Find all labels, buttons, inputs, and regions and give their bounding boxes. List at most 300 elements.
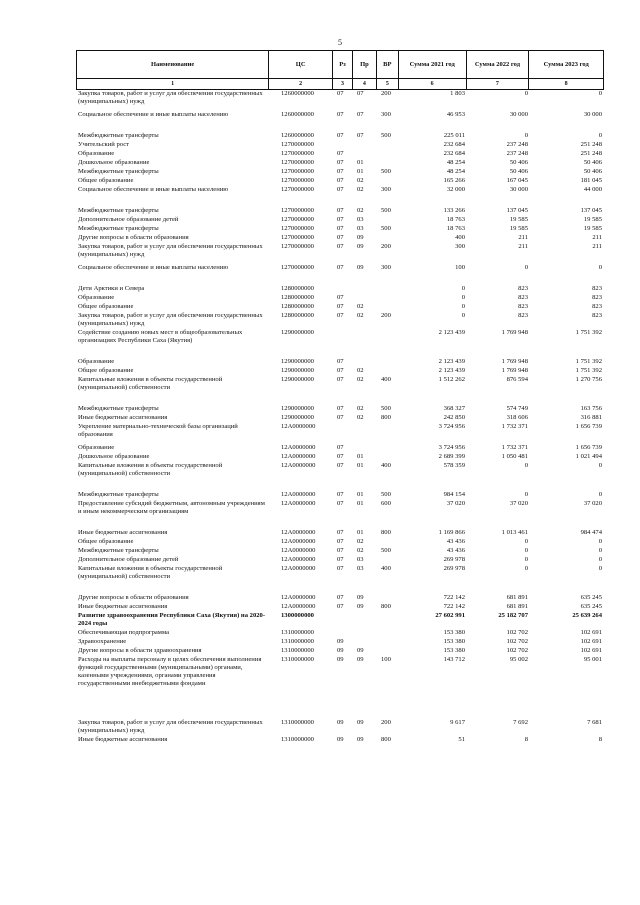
row-expense-type	[377, 612, 399, 629]
column-number-row	[76, 79, 604, 90]
row-subsection	[353, 285, 377, 294]
row-expense-type	[377, 638, 399, 647]
row-subsection: 07	[357, 132, 364, 139]
row-sum-2023: 0	[598, 547, 602, 554]
table-row	[76, 234, 604, 243]
row-subsection: 01	[357, 168, 364, 175]
table-row	[76, 186, 604, 195]
row-target-code: 1310000000	[281, 656, 314, 663]
row-target-code: 12А0000000	[281, 491, 316, 498]
table-row	[76, 168, 604, 177]
row-subsection: 02	[357, 376, 364, 383]
row-sum-2022: 211	[518, 243, 528, 250]
row-name: Закупка товаров, работ и услуг для обеспечения государственных (муниципальных) нужд	[78, 90, 263, 105]
row-subsection	[353, 358, 377, 367]
row-sum-2023: 163 756	[580, 405, 602, 412]
row-section: 09	[337, 736, 344, 743]
row-sum-2023: 1 751 392	[575, 367, 602, 374]
row-sum-2023: 7 681	[587, 719, 602, 726]
row-section: 09	[337, 638, 344, 645]
row-section: 07	[337, 243, 344, 250]
column-number: 8	[564, 81, 568, 87]
table-row	[76, 594, 604, 603]
row-sum-2023: 251 248	[580, 141, 602, 148]
row-name: Расходы на выплаты персоналу в целях обеспечения выполнения функций государственными (муниципальными) органами, казенными учреждениями, органами управления государственными внебюджетными фондами	[78, 656, 262, 687]
row-sum-2022: 37 020	[509, 500, 528, 507]
row-sum-2021: 46 953	[446, 111, 465, 118]
row-sum-2023: 984 474	[580, 529, 602, 536]
row-section: 09	[337, 719, 344, 726]
row-sum-2022: 876 594	[506, 376, 528, 383]
table-row	[76, 225, 604, 234]
row-subsection: 09	[357, 234, 364, 241]
row-sum-2021: 242 850	[443, 414, 465, 421]
row-section: 07	[337, 462, 344, 469]
row-expense-type: 400	[381, 462, 391, 469]
row-target-code: 1270000000	[281, 207, 314, 214]
row-section: 07	[337, 303, 344, 310]
row-sum-2021: 269 978	[443, 565, 465, 572]
row-sum-2021: 368 327	[443, 405, 465, 412]
row-expense-type: 800	[381, 603, 391, 610]
row-section: 07	[337, 264, 344, 271]
row-sum-2022: 0	[524, 538, 528, 545]
table-row	[76, 141, 604, 150]
row-sum-2022: 1 013 461	[501, 529, 528, 536]
row-expense-type: 500	[381, 405, 391, 412]
row-subsection: 07	[357, 111, 364, 118]
row-target-code: 1290000000	[281, 414, 314, 421]
row-sum-2023: 181 045	[580, 177, 602, 184]
row-target-code: 1270000000	[281, 168, 314, 175]
row-section: 07	[337, 565, 344, 572]
row-name: Межбюджетные трансферты	[78, 168, 159, 175]
row-expense-type	[377, 141, 399, 150]
row-name: Образование	[78, 294, 115, 301]
row-sum-2023: 37 020	[583, 500, 602, 507]
row-sum-2021: 2 123 439	[438, 367, 465, 374]
row-sum-2022: 1 732 371	[501, 423, 528, 430]
row-name: Межбюджетные трансферты	[78, 491, 159, 498]
header-vr: ВР	[377, 51, 399, 78]
row-sum-2022: 102 702	[506, 647, 528, 654]
table-row	[76, 414, 604, 423]
row-subsection: 09	[357, 736, 364, 743]
row-section: 07	[337, 294, 344, 301]
row-target-code: 1270000000	[281, 234, 314, 241]
row-sum-2023: 0	[598, 556, 602, 563]
row-name: Капитальные вложения в объекты государственной (муниципальной) собственности	[78, 565, 223, 580]
row-sum-2021: 400	[455, 234, 465, 241]
row-target-code: 1270000000	[281, 159, 314, 166]
row-sum-2021: 232 684	[443, 141, 465, 148]
row-target-code: 1290000000	[281, 358, 314, 365]
column-number: 4	[353, 79, 377, 89]
row-section: 07	[337, 177, 344, 184]
table-row	[76, 285, 604, 294]
row-target-code: 12А0000000	[281, 603, 316, 610]
row-section: 07	[337, 444, 344, 451]
row-expense-type: 800	[381, 414, 391, 421]
row-section: 07	[337, 111, 344, 118]
row-section: 07	[337, 159, 344, 166]
row-subsection: 01	[357, 453, 364, 460]
row-sum-2022: 1 769 948	[501, 329, 528, 336]
row-subsection	[353, 444, 377, 453]
table-row	[76, 453, 604, 462]
row-target-code: 1280000000	[281, 303, 314, 310]
row-sum-2021: 269 978	[443, 556, 465, 563]
row-sum-2022: 0	[524, 556, 528, 563]
table-row	[76, 500, 604, 517]
row-section	[333, 329, 353, 354]
row-subsection: 09	[357, 656, 364, 663]
row-subsection: 02	[357, 207, 364, 214]
row-sum-2021: 232 684	[443, 150, 465, 157]
row-name: Дополнительное образование детей	[78, 216, 179, 223]
table-row	[76, 538, 604, 547]
row-expense-type: 500	[381, 225, 391, 232]
row-name: Иные бюджетные ассигнования	[78, 414, 168, 421]
row-sum-2022: 7 692	[513, 719, 528, 726]
table-row	[76, 243, 604, 260]
row-name: Развитие здравоохранения Республики Саха (Якутия) на 2020-2024 годы	[78, 612, 266, 627]
row-target-code: 12А0000000	[281, 547, 316, 554]
row-sum-2021: 300	[455, 243, 465, 250]
row-sum-2021: 18 763	[446, 225, 465, 232]
row-expense-type: 300	[381, 186, 391, 193]
row-target-code: 1270000000	[281, 225, 314, 232]
row-sum-2023: 823	[592, 294, 602, 301]
row-subsection: 02	[357, 186, 364, 193]
row-target-code: 12А0000000	[281, 453, 316, 460]
row-section: 07	[337, 186, 344, 193]
row-subsection: 01	[357, 159, 364, 166]
row-name: Общее образование	[78, 177, 134, 184]
row-sum-2021: 1 512 262	[438, 376, 465, 383]
row-expense-type: 500	[381, 132, 391, 139]
row-expense-type	[377, 358, 399, 367]
row-expense-type: 500	[381, 547, 391, 554]
row-name: Другие вопросы в области здравоохранения	[78, 647, 202, 654]
row-expense-type	[377, 538, 399, 547]
row-target-code: 1300000000	[281, 612, 314, 619]
row-expense-type	[377, 234, 399, 243]
row-name: Закупка товаров, работ и услуг для обеспечения государственных (муниципальных) нужд	[78, 312, 263, 327]
table-row	[76, 207, 604, 216]
table-row	[76, 603, 604, 612]
row-sum-2022: 237 248	[506, 150, 528, 157]
row-section	[333, 423, 353, 440]
row-sum-2022: 30 000	[509, 186, 528, 193]
row-name: Социальное обеспечение и иные выплаты населению	[78, 264, 229, 271]
row-target-code: 1260000000	[281, 111, 314, 118]
row-name: Иные бюджетные ассигнования	[78, 529, 168, 536]
row-section	[333, 612, 353, 629]
row-sum-2021: 2 123 439	[438, 329, 465, 336]
row-sum-2022: 823	[518, 303, 528, 310]
row-target-code: 1280000000	[281, 312, 314, 319]
table-row	[76, 329, 604, 354]
row-sum-2021: 48 254	[446, 168, 465, 175]
row-section: 07	[337, 594, 344, 601]
header-pr: Пр	[353, 51, 377, 78]
row-subsection: 02	[357, 547, 364, 554]
row-subsection: 03	[357, 565, 364, 572]
row-expense-type: 200	[381, 312, 391, 319]
row-expense-type	[377, 329, 399, 354]
row-expense-type	[377, 629, 399, 638]
row-sum-2021: 1 169 866	[438, 529, 465, 536]
row-target-code: 1270000000	[281, 264, 314, 271]
table-row	[76, 264, 604, 273]
row-target-code: 12А0000000	[281, 423, 316, 430]
table-row	[76, 111, 604, 120]
row-expense-type	[377, 647, 399, 656]
table-row	[76, 736, 604, 745]
table-row	[76, 547, 604, 556]
row-target-code: 1270000000	[281, 186, 314, 193]
row-sum-2021: 0	[461, 285, 465, 292]
table-row	[76, 638, 604, 647]
row-sum-2023: 1 751 392	[575, 358, 602, 365]
row-sum-2022: 0	[524, 565, 528, 572]
table-row	[76, 303, 604, 312]
row-sum-2022: 681 891	[506, 594, 528, 601]
row-target-code: 1310000000	[281, 719, 314, 726]
table-row	[76, 177, 604, 186]
row-name: Другие вопросы в области образования	[78, 594, 189, 601]
row-sum-2022: 0	[524, 90, 528, 97]
row-sum-2022: 574 749	[506, 405, 528, 412]
row-section: 07	[337, 90, 344, 97]
row-sum-2022: 211	[518, 234, 528, 241]
row-sum-2021: 18 763	[446, 216, 465, 223]
row-target-code: 12А0000000	[281, 462, 316, 469]
row-sum-2021: 2 689 399	[438, 453, 465, 460]
row-sum-2023: 102 691	[580, 638, 602, 645]
row-sum-2021: 153 380	[443, 629, 465, 636]
row-sum-2021: 48 254	[446, 159, 465, 166]
row-sum-2021: 32 000	[446, 186, 465, 193]
row-subsection: 03	[357, 556, 364, 563]
table-row	[76, 358, 604, 367]
row-expense-type	[377, 150, 399, 159]
row-sum-2022: 237 248	[506, 141, 528, 148]
budget-table	[76, 50, 604, 745]
row-name: Закупка товаров, работ и услуг для обеспечения государственных (муниципальных) нужд	[78, 243, 263, 258]
row-target-code: 1260000000	[281, 90, 314, 97]
row-sum-2022: 0	[524, 462, 528, 469]
table-row	[76, 444, 604, 453]
row-sum-2022: 823	[518, 294, 528, 301]
row-name: Межбюджетные трансферты	[78, 547, 159, 554]
row-target-code: 1310000000	[281, 647, 314, 654]
row-sum-2021: 37 020	[446, 500, 465, 507]
column-number: 5	[377, 79, 399, 89]
row-sum-2023: 0	[598, 132, 602, 139]
row-target-code: 1280000000	[281, 294, 314, 301]
row-sum-2023: 30 000	[583, 111, 602, 118]
row-sum-2021: 722 142	[443, 594, 465, 601]
row-expense-type	[377, 556, 399, 565]
row-section: 07	[337, 500, 344, 507]
table-row	[76, 367, 604, 376]
row-target-code: 12А0000000	[281, 500, 316, 507]
row-sum-2023: 102 691	[580, 647, 602, 654]
row-name: Образование	[78, 150, 115, 157]
row-expense-type	[377, 159, 399, 168]
row-name: Капитальные вложения в объекты государственной (муниципальной) собственности	[78, 462, 223, 477]
row-name: Дошкольное образование	[78, 453, 150, 460]
row-sum-2022: 25 182 707	[498, 612, 528, 619]
row-subsection: 02	[357, 312, 364, 319]
row-target-code: 12А0000000	[281, 594, 316, 601]
row-name: Образование	[78, 358, 115, 365]
row-sum-2023: 211	[592, 234, 602, 241]
row-name: Учительский рост	[78, 141, 130, 148]
row-sum-2021: 165 266	[443, 177, 465, 184]
row-name: Межбюджетные трансферты	[78, 405, 159, 412]
row-expense-type	[377, 367, 399, 376]
row-sum-2021: 43 436	[446, 547, 465, 554]
row-expense-type: 200	[381, 90, 391, 97]
row-sum-2022: 1 050 481	[501, 453, 528, 460]
row-sum-2022: 95 002	[509, 656, 528, 663]
header-sum-2022: Сумма 2022 год	[467, 51, 530, 78]
row-sum-2023: 50 406	[583, 159, 602, 166]
row-subsection: 03	[357, 216, 364, 223]
column-number: 6	[399, 79, 467, 89]
row-subsection	[353, 150, 377, 159]
row-sum-2023: 19 585	[583, 225, 602, 232]
table-row	[76, 529, 604, 538]
row-section: 09	[337, 656, 344, 663]
row-section: 07	[337, 603, 344, 610]
row-sum-2021: 153 380	[443, 647, 465, 654]
row-sum-2022: 0	[524, 264, 528, 271]
row-subsection: 01	[357, 491, 364, 498]
row-subsection: 02	[357, 414, 364, 421]
row-section: 07	[337, 225, 344, 232]
row-sum-2023: 95 001	[583, 656, 602, 663]
row-name: Другие вопросы в области образования	[78, 234, 189, 241]
row-subsection: 02	[357, 177, 364, 184]
row-subsection	[353, 423, 377, 440]
row-subsection	[353, 141, 377, 150]
row-sum-2023: 211	[592, 243, 602, 250]
row-expense-type: 500	[381, 168, 391, 175]
row-expense-type: 300	[381, 264, 391, 271]
row-section: 07	[337, 376, 344, 383]
table-row	[76, 556, 604, 565]
row-sum-2023: 0	[598, 264, 602, 271]
row-target-code: 1310000000	[281, 629, 314, 636]
row-sum-2023: 19 585	[583, 216, 602, 223]
row-sum-2023: 635 245	[580, 594, 602, 601]
row-sum-2023: 50 406	[583, 168, 602, 175]
column-number: 7	[467, 79, 530, 89]
row-sum-2021: 984 154	[443, 491, 465, 498]
row-subsection	[353, 294, 377, 303]
row-sum-2021: 133 266	[443, 207, 465, 214]
row-expense-type: 600	[381, 500, 391, 507]
row-sum-2021: 3 724 956	[438, 423, 465, 430]
row-sum-2022: 318 606	[506, 414, 528, 421]
row-expense-type	[377, 216, 399, 225]
row-sum-2022: 823	[518, 285, 528, 292]
row-sum-2021: 143 712	[443, 656, 465, 663]
row-sum-2023: 0	[598, 491, 602, 498]
row-subsection: 03	[357, 225, 364, 232]
row-sum-2023: 0	[598, 538, 602, 545]
row-sum-2021: 3 724 956	[438, 444, 465, 451]
row-sum-2022: 50 406	[509, 159, 528, 166]
row-sum-2022: 102 702	[506, 638, 528, 645]
row-name: Капитальные вложения в объекты государственной (муниципальной) собственности	[78, 376, 223, 391]
table-row	[76, 312, 604, 329]
row-expense-type: 800	[381, 529, 391, 536]
row-name: Закупка товаров, работ и услуг для обеспечения государственных (муниципальных) нужд	[78, 719, 263, 734]
row-target-code: 1290000000	[281, 405, 314, 412]
table-row	[76, 462, 604, 479]
row-section: 07	[337, 453, 344, 460]
row-name: Дети Арктики и Севера	[78, 285, 145, 292]
row-subsection: 09	[357, 594, 364, 601]
row-sum-2023: 137 045	[580, 207, 602, 214]
row-name: Образование	[78, 444, 115, 451]
column-number: 1	[77, 79, 269, 89]
row-target-code: 1270000000	[281, 216, 314, 223]
row-section: 07	[337, 234, 344, 241]
row-sum-2021: 225 011	[443, 132, 465, 139]
row-name: Иные бюджетные ассигнования	[78, 736, 168, 743]
row-section	[333, 285, 353, 294]
row-sum-2022: 681 891	[506, 603, 528, 610]
row-sum-2023: 635 245	[580, 603, 602, 610]
row-target-code: 1280000000	[281, 285, 314, 292]
row-sum-2023: 8	[598, 736, 602, 743]
table-row	[76, 656, 604, 705]
row-expense-type	[377, 453, 399, 462]
row-section: 07	[337, 207, 344, 214]
row-subsection: 02	[357, 303, 364, 310]
row-section: 07	[337, 547, 344, 554]
row-name: Содействие созданию новых мест в общеобразовательных организациях Республики Саха (Якутия)	[78, 329, 243, 344]
row-expense-type	[377, 423, 399, 440]
row-subsection: 02	[357, 405, 364, 412]
row-section: 07	[337, 312, 344, 319]
row-sum-2023: 44 000	[583, 186, 602, 193]
row-sum-2022: 8	[524, 736, 528, 743]
row-name: Социальное обеспечение и иные выплаты населению	[78, 186, 229, 193]
row-sum-2021: 2 123 439	[438, 358, 465, 365]
row-section: 07	[337, 538, 344, 545]
table-row	[76, 216, 604, 225]
row-expense-type	[377, 285, 399, 294]
row-subsection: 07	[357, 90, 364, 97]
row-expense-type: 300	[381, 111, 391, 118]
row-section	[333, 141, 353, 150]
row-section: 07	[337, 168, 344, 175]
row-expense-type: 200	[381, 719, 391, 726]
page-number: 5	[338, 38, 342, 47]
row-subsection: 02	[357, 367, 364, 374]
row-expense-type: 100	[381, 656, 391, 663]
table-row	[76, 159, 604, 168]
header-cs: ЦС	[269, 51, 333, 78]
table-body	[76, 90, 604, 745]
